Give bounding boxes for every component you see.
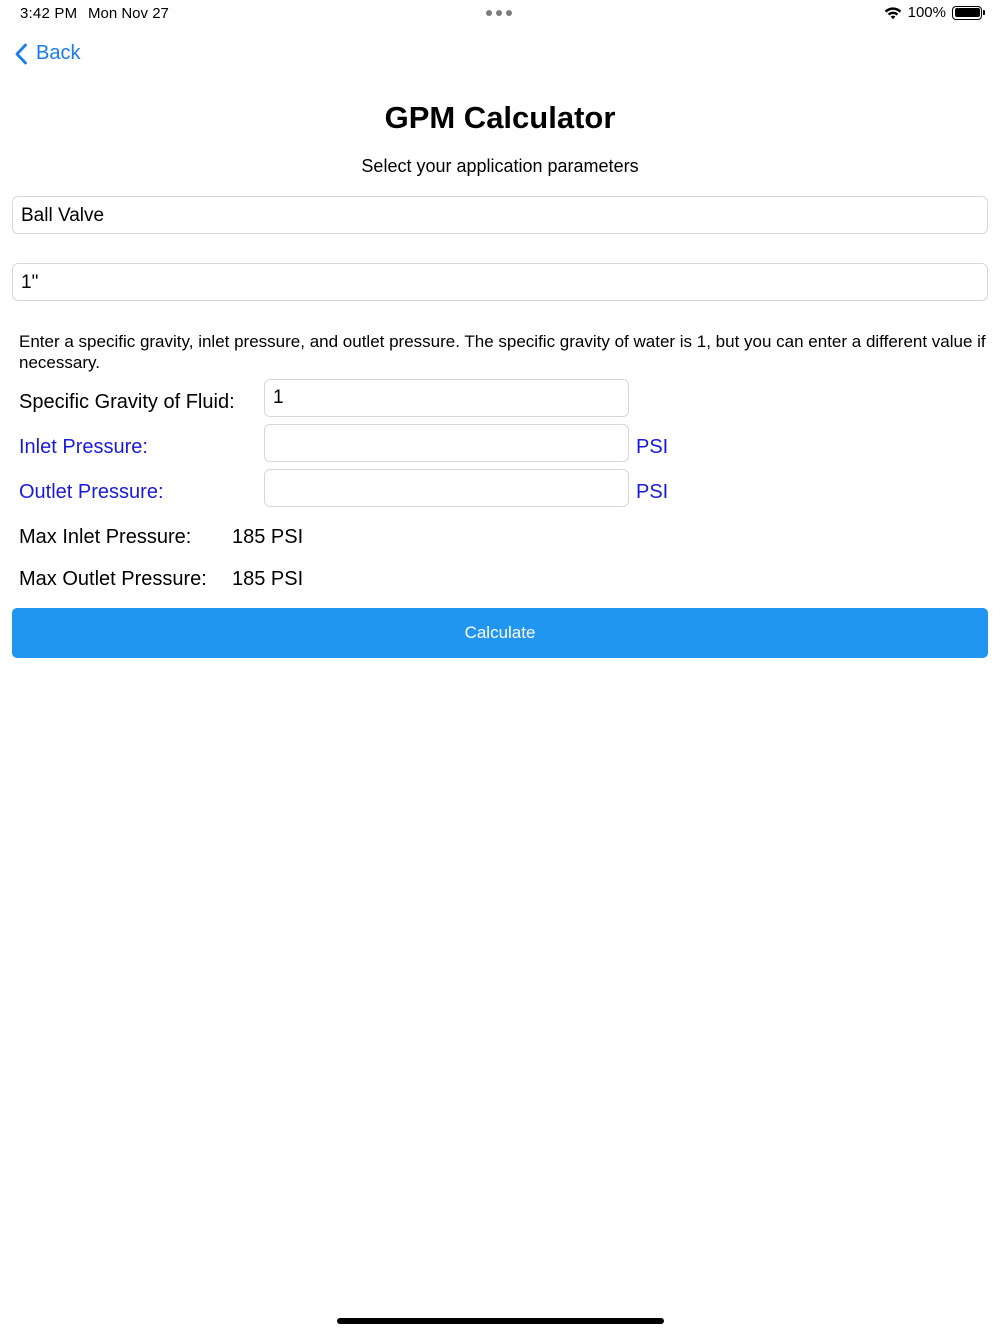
outlet-unit-label: PSI	[636, 481, 669, 503]
valve-type-select[interactable]	[12, 196, 988, 234]
inlet-pressure-input[interactable]	[264, 424, 629, 462]
home-indicator[interactable]	[337, 1318, 664, 1324]
outlet-pressure-input[interactable]	[264, 469, 629, 507]
valve-size-value: 1"	[21, 272, 39, 293]
chevron-left-icon	[14, 43, 28, 65]
battery-percentage: 100%	[907, 4, 946, 21]
max-outlet-value: 185 PSI	[232, 568, 304, 590]
calculate-button[interactable]: Calculate	[12, 608, 988, 658]
specific-gravity-input[interactable]	[264, 379, 629, 417]
back-button[interactable]	[14, 42, 80, 65]
instructions-text: Enter a specific gravity, inlet pressure, and outlet pressure. The specific gravity of water is 1, but you can enter a different value if necessary.	[19, 332, 986, 372]
wifi-icon	[884, 6, 902, 20]
battery-icon	[952, 6, 982, 20]
specific-gravity-label: Specific Gravity of Fluid:	[19, 391, 235, 413]
max-inlet-value: 185 PSI	[232, 526, 304, 548]
status-date: Mon Nov 27	[88, 5, 169, 22]
page-title: GPM Calculator	[384, 100, 616, 135]
valve-size-select[interactable]	[12, 263, 988, 301]
outlet-pressure-label[interactable]: Outlet Pressure:	[19, 481, 164, 503]
back-label: Back	[36, 42, 81, 64]
max-inlet-label: Max Inlet Pressure:	[19, 526, 192, 548]
status-right	[884, 4, 982, 21]
inlet-unit-label: PSI	[636, 436, 669, 458]
page-subtitle: Select your application parameters	[361, 156, 639, 176]
inlet-pressure-label[interactable]: Inlet Pressure:	[19, 436, 148, 458]
multitasking-dots-icon[interactable]	[486, 10, 512, 16]
status-bar	[0, 0, 1000, 28]
valve-type-value: Ball Valve	[21, 205, 105, 226]
max-outlet-label: Max Outlet Pressure:	[19, 568, 207, 590]
status-time: 3:42 PM	[20, 5, 78, 22]
